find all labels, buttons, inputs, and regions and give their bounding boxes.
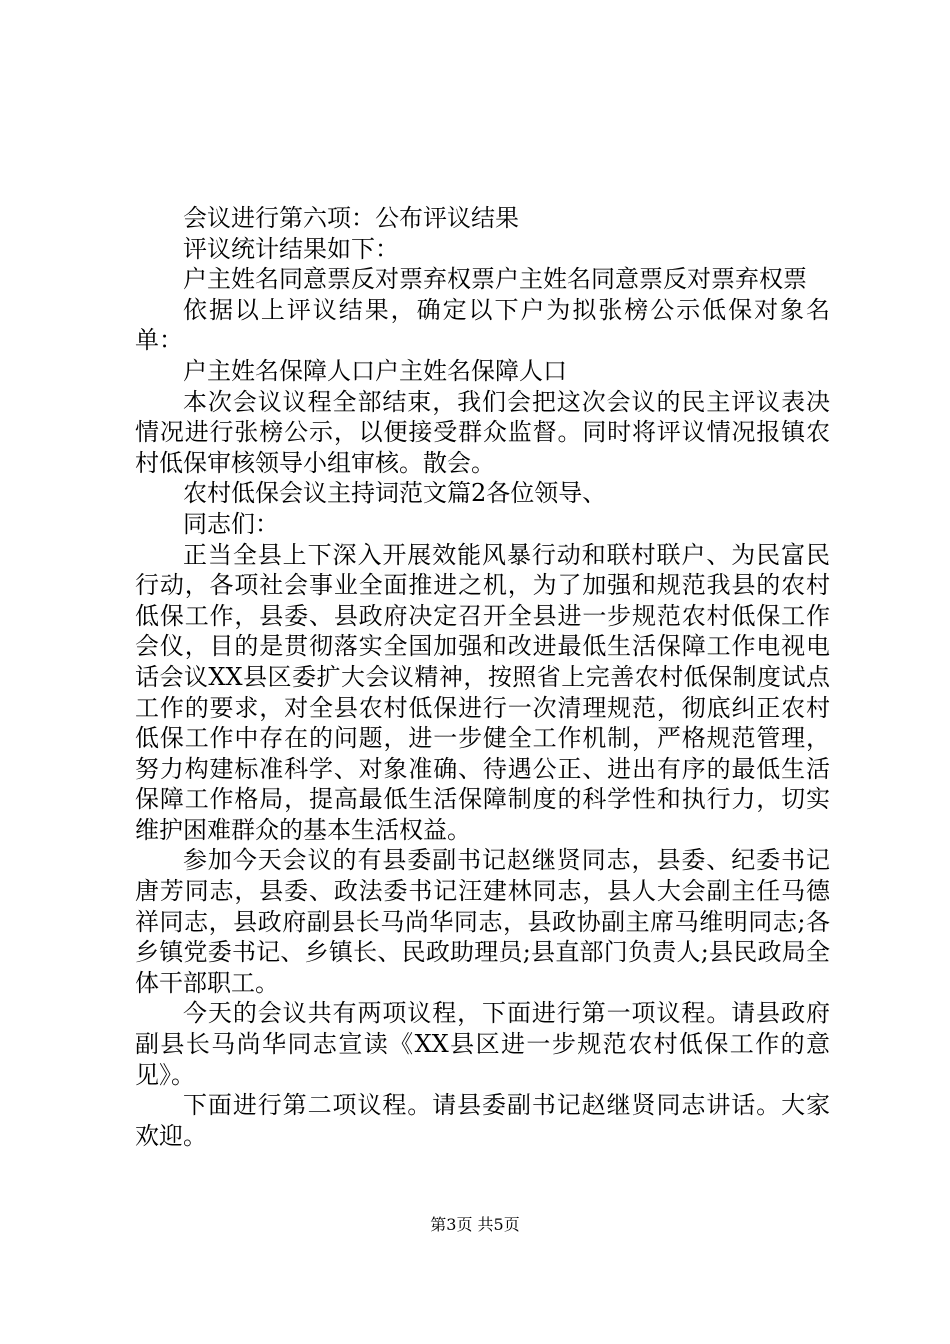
guarantee-table-header: 户主姓名保障人口户主姓名保障人口 [183,356,567,385]
document-body [135,203,830,1151]
agenda-second-item: 下面进行第二项议程。请县委副书记赵继贤同志讲话。大家欢迎。 [135,1091,830,1150]
publicity-list-intro: 依据以上评议结果，确定以下户为拟张榜公示低保对象名单： [135,295,830,355]
agenda-item-six: 会议进行第六项：公布评议结果 [183,204,519,232]
meeting-purpose: 正当全县上下深入开展效能风暴行动和联村联户、为民富民行动，各项社会事业全面推进之机，为了加强和规范我县的农村低保工作，县委、县政府决定召开全县进一步规范农村低保工作会仪，目的是贯彻落实全国加强和改进最低生活保障工作电视电话会议XX县区委扩大会议精神，按照省上完善农村低保制度试点工作的要求，对全县农村低保进行一次清理规范，彻底纠正农村低保工作中存在的问题，进一步健全工作机制，严格规范管理，努力构建标准科学、对象准确、待遇公正、进出有序的最低生活保障工作格局，提高最低生活保障制度的科学性和执行力，切实维护困难群众的基本生活权益。 [135,540,830,844]
salutation: 同志们： [183,509,279,538]
attendees: 参加今天会议的有县委副书记赵继贤同志，县委、纪委书记唐芳同志，县委、政法委书记汪建林同志，县人大会副主任马德祥同志，县政府副县长马尚华同志，县政协副主席马维明同志;各乡镇党委书记、乡镇长、民政助理员;县直部门负责人;县民政局全体干部职工。 [135,846,830,997]
meeting-closing: 本次会议议程全部结束，我们会把这次会议的民主评议表决情况进行张榜公示，以便接受群众监督。同时将评议情况报镇农村低保审核领导小组审核。散会。 [135,387,830,477]
vote-table-header: 户主姓名同意票反对票弃权票户主姓名同意票反对票弃权票 [183,265,807,294]
agenda-first-item: 今天的会议共有两项议程，下面进行第一项议程。请县政府副县长马尚华同志宣读《XX县区进一步规范农村低保工作的意见》。 [135,999,830,1089]
sample-two-heading: 农村低保会议主持词范文篇2各位领导、 [183,479,607,508]
statistics-intro: 评议统计结果如下： [183,234,399,263]
page-footer: 第3页 共5页 [430,1215,520,1234]
